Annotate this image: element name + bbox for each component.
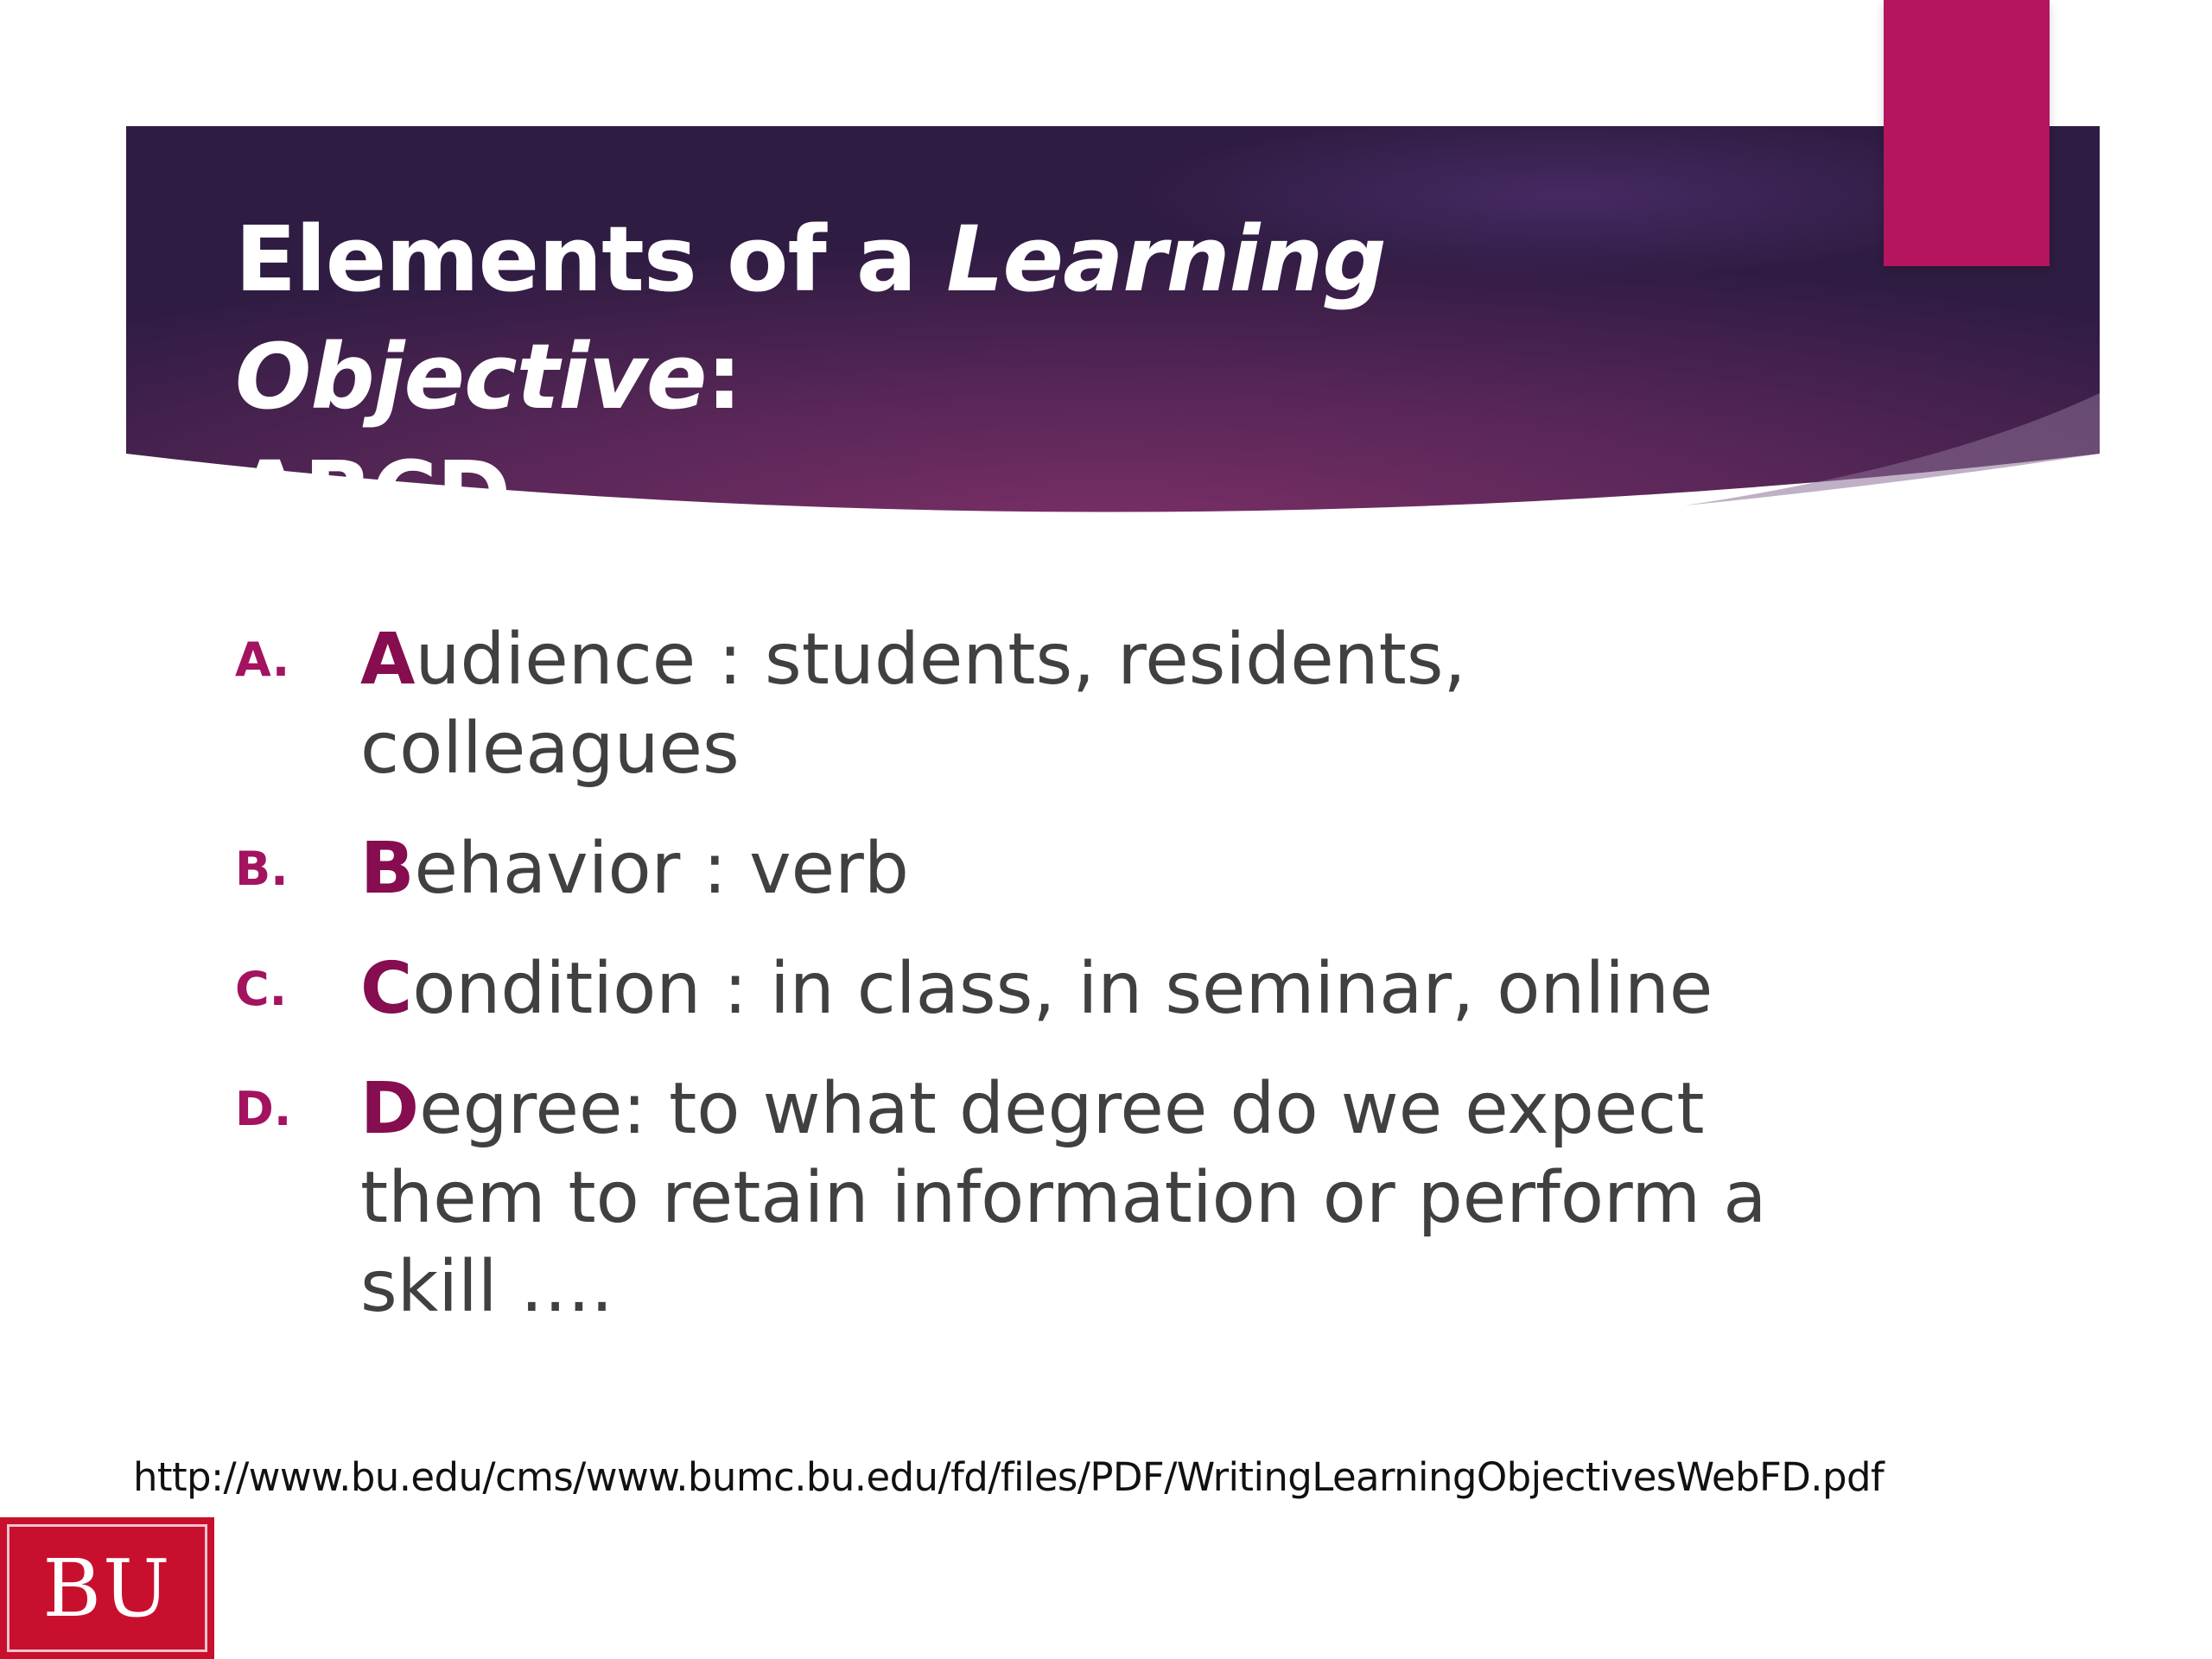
- title-part2: :: [706, 324, 741, 429]
- title-line2: ABCD: [235, 442, 511, 547]
- list-marker: B.: [235, 842, 289, 896]
- title-emphasis: Learning Objective: [235, 207, 1386, 429]
- title-part1: Elements of a: [235, 207, 947, 312]
- list-item-text: egree: to what degree do we expect them to retain information or perform a skill ….: [360, 1068, 1767, 1328]
- list-marker: C.: [235, 962, 288, 1016]
- bu-logo-text: BU: [7, 1524, 207, 1652]
- list-item-audience: [235, 615, 1790, 793]
- list-item-initial: B: [360, 828, 415, 910]
- list-item-degree: [235, 1065, 1790, 1332]
- list-item-behavior: [235, 824, 1790, 913]
- abcd-list: [235, 615, 1790, 1363]
- list-item-initial: A: [360, 619, 416, 701]
- list-item-initial: D: [360, 1068, 420, 1150]
- source-link[interactable]: http://www.bu.edu/cms/www.bumc.bu.edu/fd/files/PDF/WritingLearningObjectivesWebFD.pdf: [133, 1454, 1885, 1500]
- list-item-text: udience : students, residents, colleagues: [360, 619, 1466, 790]
- list-item-initial: C: [360, 948, 413, 1030]
- list-item-text: ondition : in class, in seminar, online: [412, 948, 1713, 1030]
- accent-tab: [1884, 0, 2050, 266]
- list-item-condition: [235, 944, 1790, 1033]
- list-item-text: ehavior : verb: [414, 828, 909, 910]
- list-marker: A.: [235, 632, 290, 687]
- list-marker: D.: [235, 1082, 292, 1136]
- slide-title: [235, 200, 1877, 553]
- bu-logo: [0, 1517, 214, 1659]
